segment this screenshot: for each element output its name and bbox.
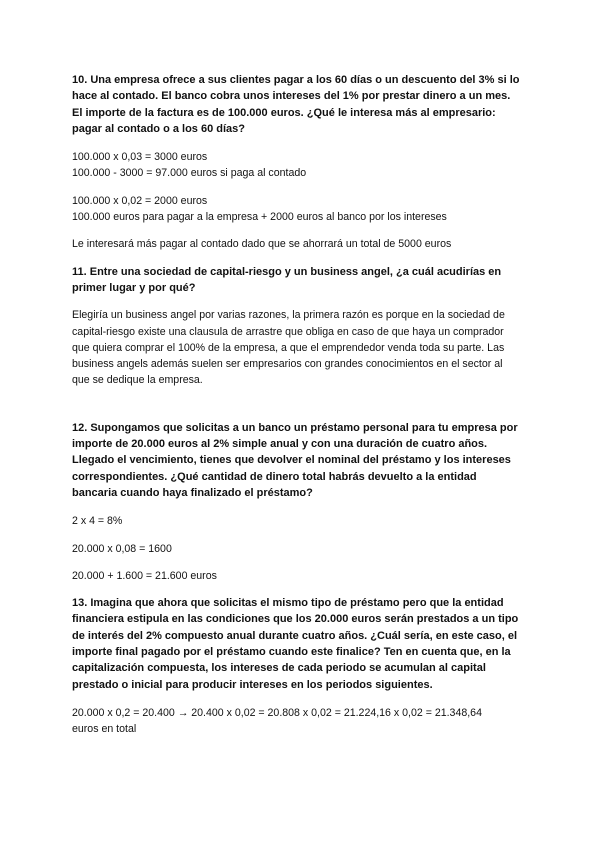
question-line: bancaria cuando haya finalizado el préstamo? [72,486,313,499]
answer-line: que se dedique la empresa. [72,374,203,387]
question-12 [72,420,532,501]
answer-line: 20.000 x 0,2 = 20.400 → 20.400 x 0,02 = 20.808 x 0,02 = 21.224,16 x 0,02 = 21.348,64 [72,706,482,719]
answer-12-calc-1: 2 x 4 = 8% [72,515,123,528]
answer-line: capital-riesgo existe una clausula de arrastre que obliga en caso de que haya un comprador [72,325,504,338]
question-line: 10. Una empresa ofrece a sus clientes pagar a los 60 días o un descuento del 3% si lo [72,74,520,86]
question-line: 11. Entre una sociedad de capital-riesgo y un business angel, ¿a cuál acudirías en [72,265,502,278]
question-line: El importe de la factura es de 100.000 euros. ¿Qué le interesa más al empresario: [72,106,496,119]
calc-line: 100.000 x 0,02 = 2000 euros [72,194,208,207]
answer-10-conclusion: Le interesará más pagar al contado dado que se ahorrará un total de 5000 euros [72,238,452,251]
document-page [72,72,532,738]
question-10 [72,72,532,137]
calc-line: 100.000 euros para pagar a la empresa + 2000 euros al banco por los intereses [72,211,447,224]
answer-line: Elegiría un business angel por varias razones, la primera razón es porque en la sociedad de [72,309,505,322]
answer-10-calc-2 [72,193,532,226]
question-line: capitalización compuesta, los intereses de cada periodo se acumulan al capital [72,662,486,675]
answer-11 [72,307,532,388]
question-line: financiera estipula en las condiciones que los 20.000 euros serán prestados a un tipo [72,613,519,626]
answer-10-calc-1 [72,149,532,182]
question-line: prestado o inicial para producir intereses en los periodos siguientes. [72,678,433,691]
answer-line: business angels además suelen ser empresarios con grandes conocimientos en el sector al [72,358,503,371]
answer-line: euros en total [72,723,137,736]
question-line: importe final pagado por el préstamo cuando este finalice? Ten en cuenta que, en la [72,646,511,659]
question-line: primer lugar y por qué? [72,281,196,294]
answer-line: que quiera comprar el 100% de la empresa, a que el emprendedor venda toda su parte. Las [72,341,505,354]
question-line: Llegado el vencimiento, tienes que devolver el nominal del préstamo y los intereses [72,454,511,467]
answer-12-calc-2: 20.000 x 0,08 = 1600 [72,542,172,555]
question-11 [72,264,532,297]
answer-12-calc-3: 20.000 + 1.600 = 21.600 euros [72,569,217,582]
question-line: hace al contado. El banco cobra unos intereses del 1% por prestar dinero a un mes. [72,90,511,103]
question-13 [72,595,532,693]
question-line: 13. Imagina que ahora que solicitas el mismo tipo de préstamo pero que la entidad [72,597,504,610]
question-line: importe de 20.000 euros al 2% simple anual y con una duración de cuatro años. [72,438,488,451]
question-line: 12. Supongamos que solicitas a un banco un préstamo personal para tu empresa por [72,421,518,434]
answer-13 [72,705,532,738]
question-line: correspondientes. ¿Qué cantidad de dinero total habrás devuelto a la entidad [72,470,477,483]
calc-line: 100.000 x 0,03 = 3000 euros [72,151,208,164]
question-line: de interés del 2% compuesto anual durante cuatro años. ¿Cuál sería, en este caso, el [72,629,518,642]
question-line: pagar al contado o a los 60 días? [72,122,245,135]
calc-line: 100.000 - 3000 = 97.000 euros si paga al contado [72,167,307,180]
